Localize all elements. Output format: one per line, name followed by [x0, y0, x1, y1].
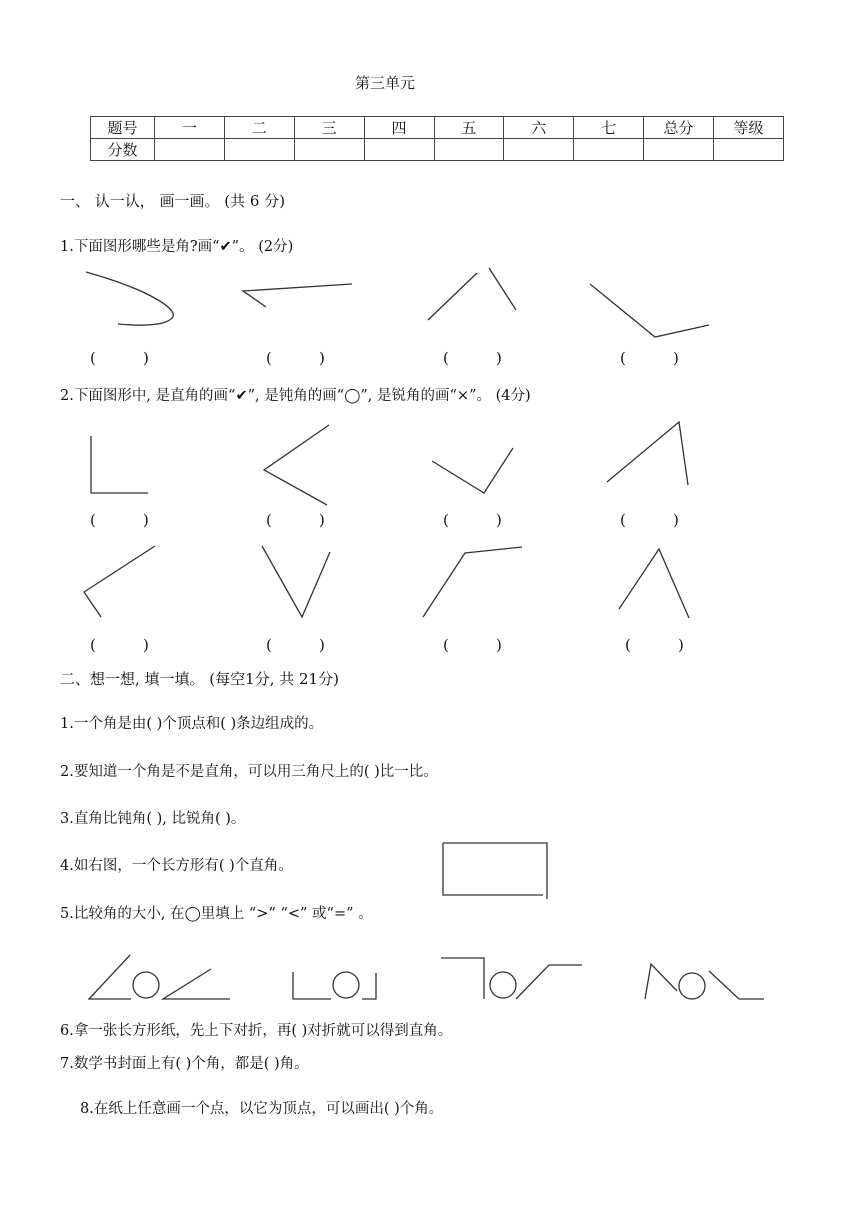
header-cell: 五: [434, 117, 504, 139]
open-paren: (: [266, 511, 272, 529]
compare-circle-2: [333, 972, 359, 998]
rectangle-figure: [443, 843, 547, 899]
close-paren: ): [319, 349, 325, 367]
compare-circle-3: [490, 972, 516, 998]
acute-angle-figure-2: [607, 422, 688, 485]
angle-figure-gap: [428, 268, 516, 320]
angle-figure-obtuse: [590, 284, 709, 337]
question-1-2: 2.下面图形中, 是直角的画“✔”, 是钝角的画“◯”, 是锐角的画“×”。 (4分): [60, 388, 531, 404]
fill-item-6: 6.拿一张长方形纸，先上下对折，再( )对折就可以得到直角。: [60, 1023, 453, 1039]
open-paren: (: [620, 349, 626, 367]
obtuse-angle-figure: [84, 546, 155, 617]
open-paren: (: [443, 636, 449, 654]
open-paren: (: [620, 511, 626, 529]
fill-item-3: 3.直角比钝角( ), 比锐角( )。: [60, 811, 246, 827]
close-paren: ): [319, 636, 325, 654]
obtuse-angle-figure-2: [423, 547, 522, 617]
compare-angle-left-1: [89, 955, 131, 999]
acute-angle-figure-3: [619, 549, 689, 618]
section-2-heading: 二、想一想, 填一填。 (每空1分, 共 21分): [60, 670, 339, 688]
close-paren: ): [496, 636, 502, 654]
acute-v-figure: [262, 546, 330, 617]
curve-figure: [86, 272, 173, 325]
open-paren: (: [266, 636, 272, 654]
header-cell: 题号: [91, 117, 155, 139]
open-paren: (: [443, 511, 449, 529]
close-paren: ): [143, 636, 149, 654]
row-label: 分数: [91, 139, 155, 161]
header-cell: 总分: [644, 117, 714, 139]
v-angle-figure: [432, 448, 513, 493]
fill-item-4: 4.如右图，一个长方形有( )个直角。: [60, 858, 293, 874]
compare-angle-left-2: [293, 972, 331, 999]
page-title: 第三单元: [355, 74, 416, 92]
compare-circle-1: [133, 972, 159, 998]
angle-figure-flat: [243, 284, 352, 307]
close-paren: ): [678, 636, 684, 654]
header-cell: 三: [294, 117, 364, 139]
acute-angle-figure: [264, 425, 329, 505]
question-1-1: 1.下面图形哪些是角?画“✔”。 (2分): [60, 239, 294, 255]
right-angle-figure: [91, 436, 148, 493]
open-paren: (: [625, 636, 631, 654]
close-paren: ): [673, 349, 679, 367]
close-paren: ): [496, 349, 502, 367]
fill-item-8: 8.在纸上任意画一个点，以它为顶点，可以画出( )个角。: [80, 1101, 444, 1117]
header-cell: 二: [224, 117, 294, 139]
compare-angle-right-3: [516, 965, 582, 999]
close-paren: ): [496, 511, 502, 529]
header-cell: 等级: [714, 117, 784, 139]
close-paren: ): [143, 511, 149, 529]
fill-item-2: 2.要知道一个角是不是直角，可以用三角尺上的( )比一比。: [60, 764, 438, 780]
fill-item-5: 5.比较角的大小, 在◯里填上 “>” “<” 或“=” 。: [60, 906, 373, 922]
compare-angle-right-4: [709, 971, 764, 999]
open-paren: (: [90, 636, 96, 654]
fill-item-7: 7.数学书封面上有( )个角，都是( )角。: [60, 1056, 309, 1072]
fill-item-1: 1.一个角是由( )个顶点和( )条边组成的。: [60, 716, 324, 732]
header-cell: 四: [364, 117, 434, 139]
compare-circle-4: [679, 973, 705, 999]
compare-angle-right-1: [163, 969, 230, 999]
compare-angle-left-3: [441, 958, 484, 999]
close-paren: ): [319, 511, 325, 529]
close-paren: ): [143, 349, 149, 367]
compare-angle-right-2: [362, 973, 376, 999]
open-paren: (: [90, 511, 96, 529]
open-paren: (: [90, 349, 96, 367]
open-paren: (: [266, 349, 272, 367]
section-1-heading: 一、 认一认， 画一画。 (共 6 分): [60, 192, 286, 210]
open-paren: (: [443, 349, 449, 367]
close-paren: ): [673, 511, 679, 529]
header-cell: 七: [574, 117, 644, 139]
header-cell: 一: [155, 117, 225, 139]
header-cell: 六: [504, 117, 574, 139]
compare-angle-left-4: [645, 964, 677, 999]
